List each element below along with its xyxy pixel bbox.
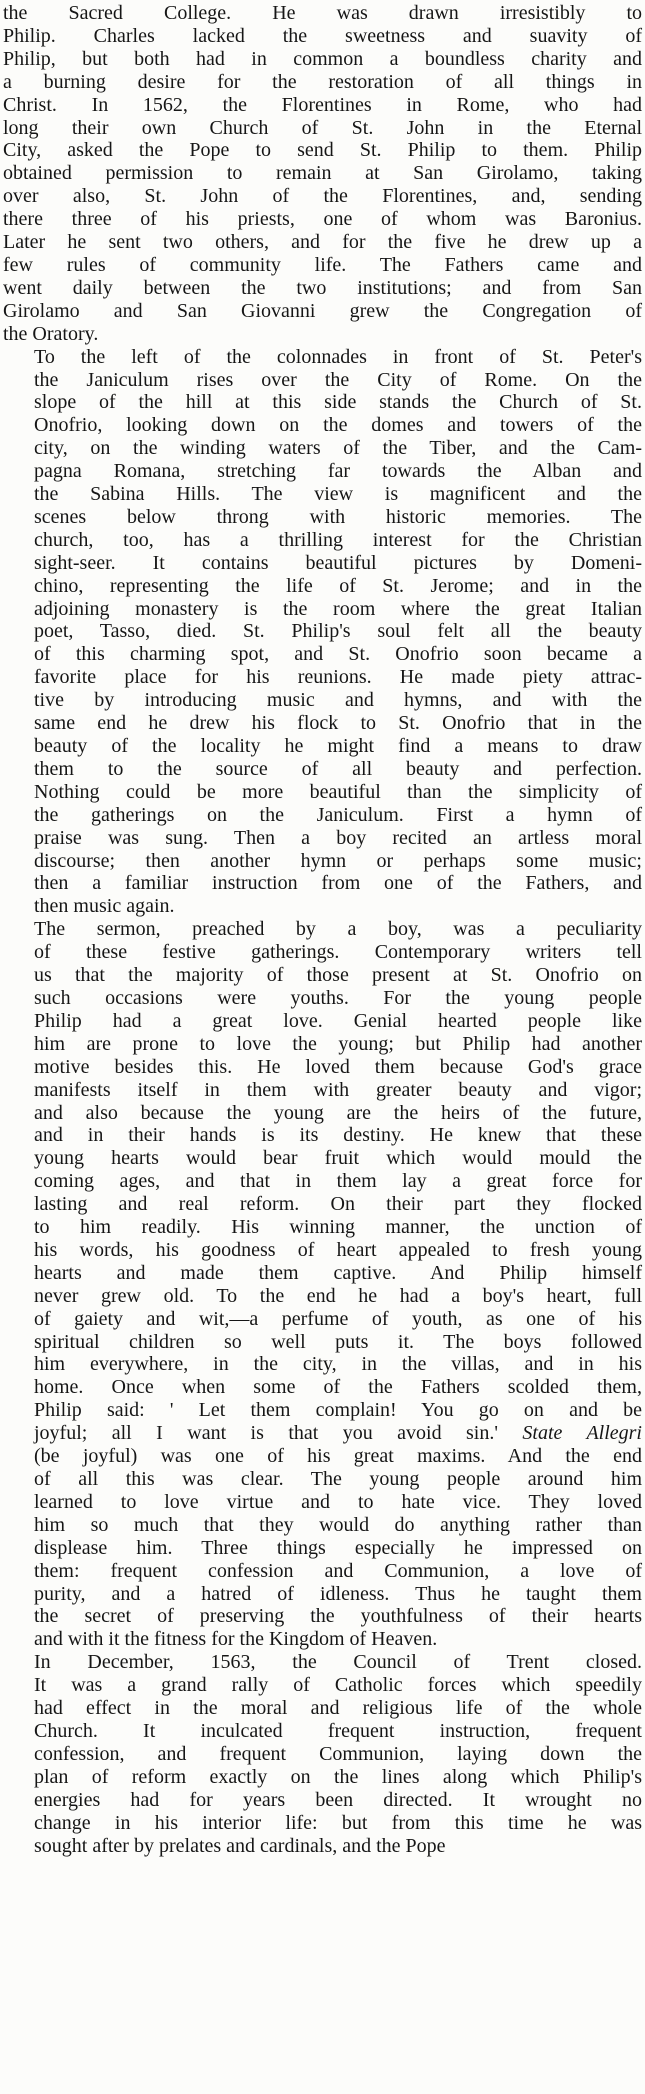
text-line: pagna Romana, stretching far towards the Alban and xyxy=(34,460,642,483)
text-line: sight-seer. It contains beautiful pictures by Domeni- xyxy=(34,551,642,574)
text-line: then music again. xyxy=(34,895,175,918)
text-line: plan of reform exactly on the lines along which Philip's xyxy=(34,1765,642,1788)
text-line: and in their hands is its destiny. He knew that these xyxy=(34,1124,642,1147)
text-line: long their own Church of St. John in the Eternal xyxy=(3,116,642,139)
text-line: confession, and frequent Communion, laying down the xyxy=(34,1742,642,1765)
text-line: Philip, but both had in common a boundless charity and xyxy=(3,47,642,70)
text-line: lasting and real reform. On their part they flocked xyxy=(34,1193,642,1216)
text-line: there three of his priests, one of whom was Baronius. xyxy=(3,208,642,231)
text-line: discourse; then another hymn or perhaps some music; xyxy=(34,849,642,872)
text-line: of gaiety and wit,—a perfume of youth, as one of his xyxy=(34,1307,642,1330)
text-line: manifests itself in them with greater beauty and vigor; xyxy=(34,1078,642,1101)
text-line: home. Once when some of the Fathers scolded them, xyxy=(34,1376,642,1399)
text-line: went daily between the two institutions; and from San xyxy=(3,276,642,299)
text-line: of all this was clear. The young people around him xyxy=(34,1468,642,1490)
page-text-body xyxy=(3,2,642,1857)
text-line: Girolamo and San Giovanni grew the Congregation of xyxy=(3,299,642,322)
text-line: Nothing could be more beautiful than the simplicity of xyxy=(34,780,642,803)
text-line: them: frequent confession and Communion, a love of xyxy=(34,1559,642,1582)
text-line: Church. It inculcated frequent instruction, frequent xyxy=(34,1719,642,1742)
text-line: the Janiculum rises over the City of Rome. On the xyxy=(34,368,642,391)
text-line: chino, representing the life of St. Jerome; and in the xyxy=(34,574,642,597)
text-line: never grew old. To the end he had a boy's heart, full xyxy=(34,1284,642,1307)
text-line: The sermon, preached by a boy, was a peculiarity xyxy=(34,918,642,941)
text-line: energies had for years been directed. It wrought no xyxy=(34,1788,642,1811)
text-line: Philip. Charles lacked the sweetness and suavity of xyxy=(3,24,642,47)
text-line: him so much that they would do anything rather than xyxy=(34,1513,642,1536)
text-line: slope of the hill at this side stands the Church of St. xyxy=(34,391,642,414)
text-line: To the left of the colonnades in front of St. Peter's xyxy=(34,345,642,368)
text-line: beauty of the locality he might find a means to draw xyxy=(34,735,642,757)
text-line: Philip said: ' Let them complain! You go on and be xyxy=(34,1399,642,1422)
text-line: and also because the young are the heirs of the future, xyxy=(34,1101,642,1124)
text-line: favorite place for his reunions. He made piety attrac- xyxy=(34,666,642,689)
text-line: them to the source of all beauty and perfection. xyxy=(34,757,642,780)
text-line: displease him. Three things especially he impressed on xyxy=(34,1536,642,1559)
text-line: Later he sent two others, and for the five he drew up a xyxy=(3,231,642,254)
text-line: Onofrio, looking down on the domes and towers of the xyxy=(34,414,642,437)
text-line: Christ. In 1562, the Florentines in Rome, who had xyxy=(3,93,642,116)
text-line: city, on the winding waters of the Tiber, and the Cam- xyxy=(34,437,642,460)
text-line: joyful; all I want is that you avoid sin.' State Allegri xyxy=(34,1422,642,1445)
text-line: us that the majority of those present at St. Onofrio on xyxy=(34,964,642,987)
text-line: over also, St. John of the Florentines, and, sending xyxy=(3,185,642,208)
text-line: church, too, has a thrilling interest for the Christian xyxy=(34,528,642,551)
text-line: the Sacred College. He was drawn irresistibly to xyxy=(3,2,642,24)
text-line: spiritual children so well puts it. The boys followed xyxy=(34,1330,642,1353)
text-line: the secret of preserving the youthfulness of their hearts xyxy=(34,1605,642,1628)
text-line: the Sabina Hills. The view is magnificent and the xyxy=(34,483,642,506)
text-line: Philip had a great love. Genial hearted people like xyxy=(34,1009,642,1032)
text-line: purity, and a hatred of idleness. Thus he taught them xyxy=(34,1582,642,1605)
text-line: praise was sung. Then a boy recited an artless moral xyxy=(34,826,642,849)
text-line: and with it the fitness for the Kingdom of Heaven. xyxy=(34,1628,438,1651)
paragraph xyxy=(3,346,642,919)
text-line: (be joyful) was one of his great maxims. And the end xyxy=(34,1445,642,1468)
text-line: young hearts would bear fruit which would mould the xyxy=(34,1147,642,1170)
text-line: tive by introducing music and hymns, and with the xyxy=(34,689,642,712)
text-line: him everywhere, in the city, in the villas, and in his xyxy=(34,1353,642,1376)
text-line: of this charming spot, and St. Onofrio soon became a xyxy=(34,643,642,666)
text-line: scenes below throng with historic memories. The xyxy=(34,505,642,528)
italic-phrase: State Allegri xyxy=(522,1422,642,1445)
text-line: In December, 1563, the Council of Trent closed. xyxy=(34,1651,642,1674)
text-line: poet, Tasso, died. St. Philip's soul felt all the beauty xyxy=(34,620,642,643)
text-line: change in his interior life: but from this time he was xyxy=(34,1811,642,1834)
text-line: of these festive gatherings. Contemporary writers tell xyxy=(34,941,642,964)
paragraph xyxy=(3,918,642,1651)
text-line: him are prone to love the young; but Philip had another xyxy=(34,1032,642,1055)
text-line: then a familiar instruction from one of the Fathers, and xyxy=(34,872,642,895)
text-line: the gatherings on the Janiculum. First a hymn of xyxy=(34,803,642,826)
text-line: his words, his goodness of heart appealed to fresh young xyxy=(34,1238,642,1261)
text-line: a burning desire for the restoration of all things in xyxy=(3,70,642,93)
text-line: had effect in the moral and religious life of the whole xyxy=(34,1697,642,1720)
text-line: the Oratory. xyxy=(3,322,99,345)
text-line: It was a grand rally of Catholic forces which speedily xyxy=(34,1674,642,1697)
text-line: coming ages, and that in them lay a great force for xyxy=(34,1170,642,1193)
paragraph xyxy=(3,2,642,346)
paragraph xyxy=(3,1651,642,1857)
text-line: same end he drew his flock to St. Onofrio that in the xyxy=(34,712,642,735)
text-line: obtained permission to remain at San Girolamo, taking xyxy=(3,162,642,185)
text-line: to him readily. His winning manner, the unction of xyxy=(34,1216,642,1239)
text-line: City, asked the Pope to send St. Philip to them. Philip xyxy=(3,139,642,162)
text-line: motive besides this. He loved them because God's grace xyxy=(34,1055,642,1078)
text-line: sought after by prelates and cardinals, and the Pope xyxy=(34,1834,446,1857)
text-line: learned to love virtue and to hate vice. They loved xyxy=(34,1490,642,1513)
text-line: few rules of community life. The Fathers came and xyxy=(3,253,642,276)
text-line: hearts and made them captive. And Philip himself xyxy=(34,1261,642,1284)
text-line: such occasions were youths. For the young people xyxy=(34,986,642,1009)
text-line: adjoining monastery is the room where the great Italian xyxy=(34,597,642,620)
